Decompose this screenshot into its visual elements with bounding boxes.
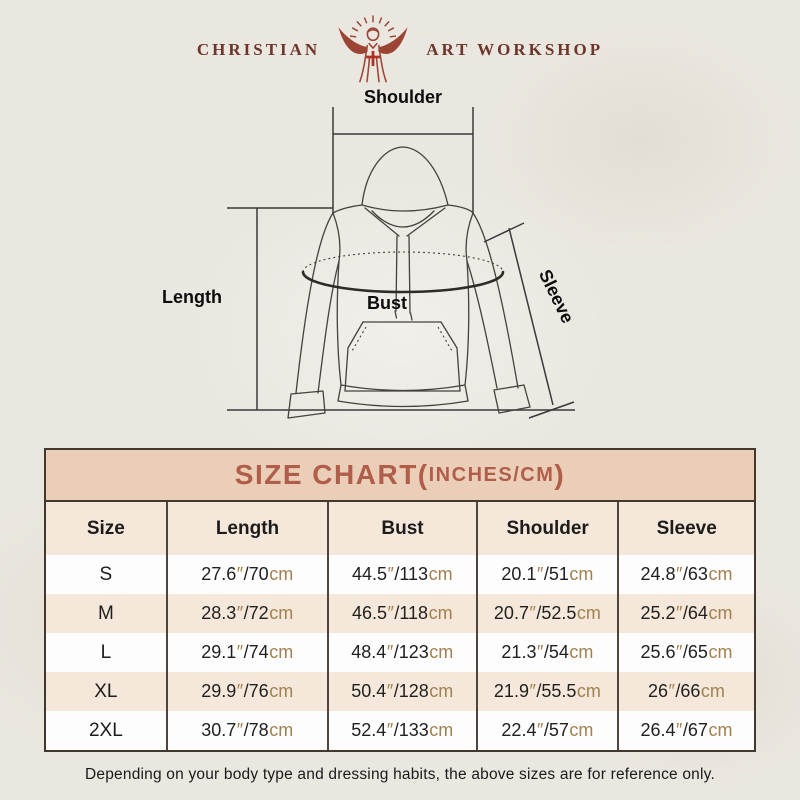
measurement-cell: 29.1 ″ /74 cm — [168, 633, 329, 672]
measurement-cell: 22.4 ″ /57 cm — [478, 711, 620, 750]
logo — [0, 12, 800, 88]
bust-ellipse — [303, 252, 503, 292]
measurement-cell: 48.4 ″ /123 cm — [329, 633, 478, 672]
measurement-cell: 52.4 ″ /133 cm — [329, 711, 478, 750]
column-header-shoulder: Shoulder — [478, 502, 620, 555]
table-row-xl — [46, 672, 754, 711]
measurement-cell: 30.7 ″ /78 cm — [168, 711, 329, 750]
size-chart-title — [46, 450, 754, 502]
size-cell: S — [46, 555, 168, 594]
size-chart-title-main: SIZE CHART( — [234, 459, 429, 490]
measurement-cell: 25.6 ″ /65 cm — [640, 642, 733, 662]
size-cell: XL — [46, 672, 168, 711]
size-cell: L — [46, 633, 168, 672]
measurement-cell: 29.9 ″ /76 cm — [168, 672, 329, 711]
table-row-l — [46, 633, 754, 672]
column-header-bust: Bust — [329, 502, 478, 555]
shoulder-dimension-lines — [333, 107, 473, 213]
measurement-cell: 26 ″ /66 cm — [647, 681, 725, 701]
size-chart-header-row — [46, 502, 754, 555]
footer-note: Depending on your body type and dressing habits, the above sizes are for reference only. — [85, 766, 715, 783]
column-header-size: Size — [46, 502, 168, 555]
measurement-cell: 25.2 ″ /64 cm — [640, 603, 733, 623]
sleeve-label: Sleeve — [534, 266, 578, 327]
measurement-cell: 46.5 ″ /118 cm — [329, 594, 478, 633]
shoulder-label: Shoulder — [363, 87, 443, 107]
size-cell: M — [46, 594, 168, 633]
table-row-s — [46, 555, 754, 594]
measurement-cell: 26.4 ″ /67 cm — [640, 720, 733, 740]
sun-rays — [350, 15, 396, 37]
logo-text-left: CHRISTIAN — [196, 40, 321, 59]
measurement-cell: 50.4 ″ /128 cm — [329, 672, 478, 711]
kangaroo-pocket — [345, 322, 460, 391]
jesus-rays-cross-icon — [332, 14, 414, 86]
length-label: Length — [162, 287, 222, 307]
size-chart-title-close: ) — [554, 459, 566, 490]
measurement-cell: 44.5 ″ /113 cm — [329, 555, 478, 594]
measurement-cell: 21.3 ″ /54 cm — [478, 633, 620, 672]
size-chart — [44, 448, 756, 752]
bust-label: Bust — [367, 293, 407, 313]
logo-text-right: ART WORKSHOP — [426, 40, 604, 59]
measurement-cell: 20.7 ″ /52.5 cm — [478, 594, 620, 633]
column-header-sleeve: Sleeve — [656, 517, 717, 539]
measurement-cell: 27.6 ″ /70 cm — [168, 555, 329, 594]
measurement-cell: 24.8 ″ /63 cm — [640, 564, 733, 584]
table-row-2xl — [46, 711, 754, 750]
hoodie-outline — [288, 147, 530, 418]
measurement-cell: 20.1 ″ /51 cm — [478, 555, 620, 594]
measurement-cell: 21.9 ″ /55.5 cm — [478, 672, 620, 711]
size-chart-title-unit: INCHES/CM — [428, 463, 555, 486]
measurement-cell: 28.3 ″ /72 cm — [168, 594, 329, 633]
table-row-m — [46, 594, 754, 633]
column-header-length: Length — [168, 502, 329, 555]
hoodie-measurement-diagram — [0, 85, 800, 447]
size-cell: 2XL — [46, 711, 168, 750]
size-chart-body — [46, 555, 754, 750]
